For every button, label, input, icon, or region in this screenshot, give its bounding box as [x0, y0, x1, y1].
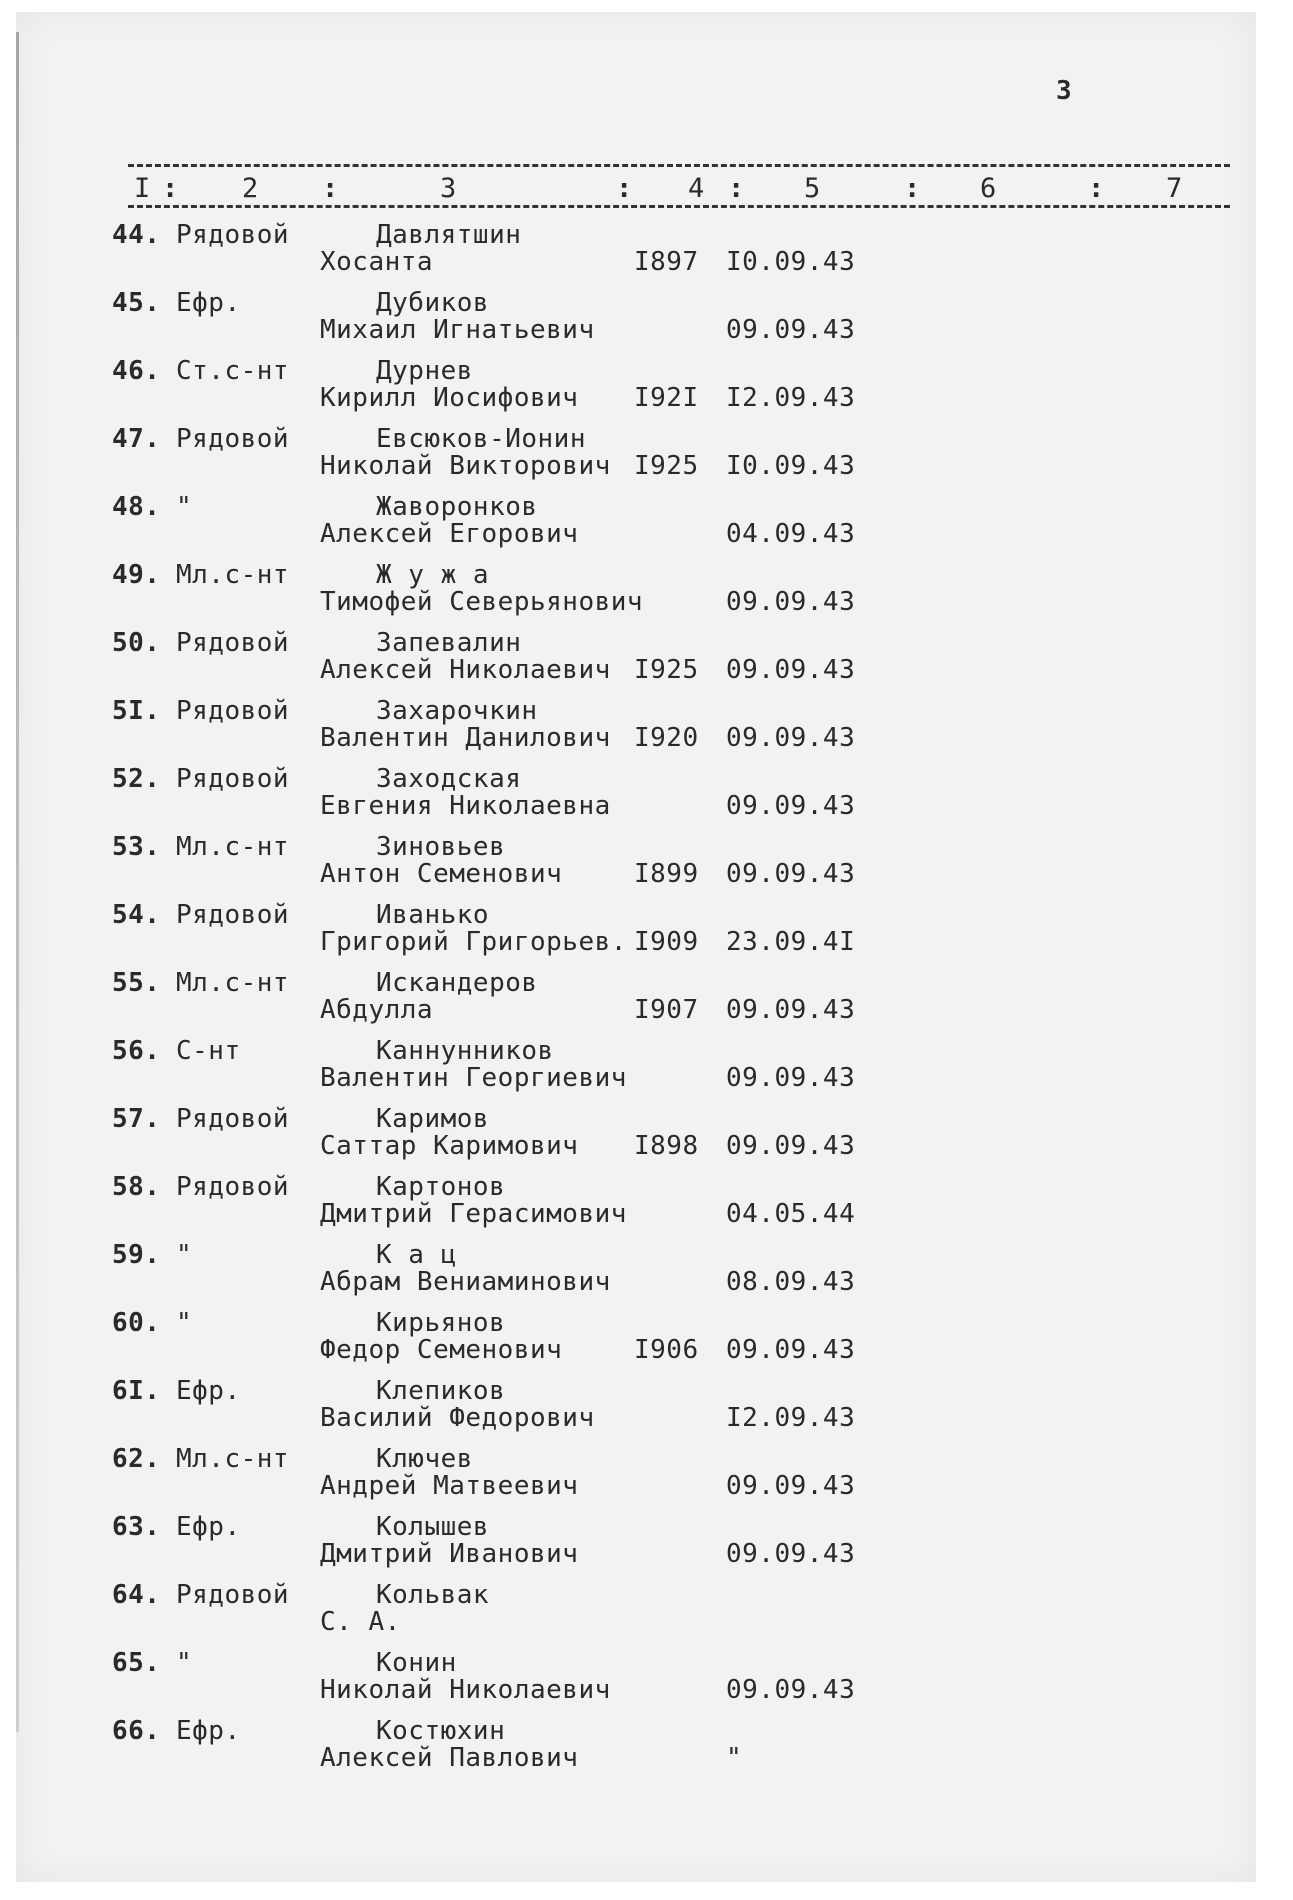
- entry-rank: Ефр.: [176, 288, 241, 318]
- list-item: [16, 628, 1256, 696]
- entry-no: 45.: [112, 288, 161, 318]
- list-item: [16, 220, 1256, 288]
- entry-given: Василий Федорович: [320, 1403, 595, 1433]
- header-rule-top: [128, 164, 1230, 167]
- column-separator: :: [616, 173, 633, 204]
- entry-rank: Рядовой: [176, 424, 290, 454]
- entry-surname: Дурнев: [376, 356, 473, 386]
- entry-date: ": [726, 1743, 743, 1773]
- entry-date: I0.09.43: [726, 247, 856, 277]
- entry-no: 47.: [112, 424, 161, 454]
- entry-date: 09.09.43: [726, 1471, 856, 1501]
- column-separator: :: [904, 173, 921, 204]
- entry-date: 09.09.43: [726, 995, 856, 1025]
- entry-given: Евгения Николаевна: [320, 791, 611, 821]
- entry-rank: Рядовой: [176, 764, 290, 794]
- entry-no: 50.: [112, 628, 161, 658]
- entry-no: 63.: [112, 1512, 161, 1542]
- list-item: [16, 1648, 1256, 1716]
- entry-date: 04.05.44: [726, 1199, 856, 1229]
- entry-date: 09.09.43: [726, 791, 856, 821]
- entry-given: Валентин Данилович: [320, 723, 611, 753]
- list-item: [16, 696, 1256, 764]
- entry-date: 04.09.43: [726, 519, 856, 549]
- entry-given: Абрам Вениаминович: [320, 1267, 611, 1297]
- entry-date: I0.09.43: [726, 451, 856, 481]
- column-header-2: 2: [242, 173, 259, 204]
- column-header-4: 4: [688, 173, 705, 204]
- entry-date: 08.09.43: [726, 1267, 856, 1297]
- entry-given: Дмитрий Иванович: [320, 1539, 579, 1569]
- entry-surname: Колышев: [376, 1512, 490, 1542]
- entry-rank: Мл.с-нт: [176, 968, 290, 998]
- entry-surname: Зиновьев: [376, 832, 506, 862]
- entry-rank: Рядовой: [176, 900, 290, 930]
- entry-year: I920: [634, 723, 699, 753]
- entry-no: 44.: [112, 220, 161, 250]
- entry-year: I907: [634, 995, 699, 1025]
- entry-date: 23.09.4I: [726, 927, 856, 957]
- entry-date: 09.09.43: [726, 655, 856, 685]
- entry-no: 5I.: [112, 696, 161, 726]
- entry-no: 62.: [112, 1444, 161, 1474]
- column-separator: :: [322, 173, 339, 204]
- entry-surname: Искандеров: [376, 968, 538, 998]
- list-item: [16, 1104, 1256, 1172]
- entry-given: Валентин Георгиевич: [320, 1063, 627, 1093]
- entry-surname: Каримов: [376, 1104, 490, 1134]
- entry-no: 60.: [112, 1308, 161, 1338]
- entry-rank: Рядовой: [176, 220, 290, 250]
- entry-surname: Запевалин: [376, 628, 522, 658]
- entry-given: Абдулла: [320, 995, 434, 1025]
- entry-rank: Ефр.: [176, 1716, 241, 1746]
- entry-date: 09.09.43: [726, 315, 856, 345]
- column-header-5: 5: [804, 173, 821, 204]
- entry-date: 09.09.43: [726, 1063, 856, 1093]
- entry-no: 58.: [112, 1172, 161, 1202]
- list-item: [16, 1512, 1256, 1580]
- entry-year: I92I: [634, 383, 699, 413]
- entry-given: Николай Николаевич: [320, 1675, 611, 1705]
- entry-surname: Ж у ж а: [376, 560, 490, 590]
- entry-rank: ": [176, 1240, 193, 1270]
- entry-date: 09.09.43: [726, 859, 856, 889]
- list-item: [16, 968, 1256, 1036]
- list-item: [16, 1308, 1256, 1376]
- entry-given: Андрей Матвеевич: [320, 1471, 579, 1501]
- entry-rank: ": [176, 492, 193, 522]
- list-item: [16, 1240, 1256, 1308]
- entry-date: 09.09.43: [726, 1335, 856, 1365]
- entry-given: Михаил Игнатьевич: [320, 315, 595, 345]
- column-header-3: 3: [440, 173, 457, 204]
- list-item: [16, 1444, 1256, 1512]
- document-page: [16, 12, 1256, 1882]
- entry-given: Григорий Григорьев.: [320, 927, 627, 957]
- entry-date: 09.09.43: [726, 723, 856, 753]
- column-header-6: 6: [980, 173, 997, 204]
- entry-given: Федор Семенович: [320, 1335, 563, 1365]
- entry-surname: Кольвак: [376, 1580, 490, 1610]
- header-rule-bottom: [128, 205, 1230, 208]
- entry-no: 53.: [112, 832, 161, 862]
- entry-year: I898: [634, 1131, 699, 1161]
- list-item: [16, 832, 1256, 900]
- list-item: [16, 764, 1256, 832]
- entry-surname: Давлятшин: [376, 220, 522, 250]
- entry-surname: Клепиков: [376, 1376, 506, 1406]
- entry-no: 55.: [112, 968, 161, 998]
- entry-no: 49.: [112, 560, 161, 590]
- entry-rank: Рядовой: [176, 628, 290, 658]
- entry-year: I925: [634, 451, 699, 481]
- entry-given: Алексей Егорович: [320, 519, 579, 549]
- entry-rank: Мл.с-нт: [176, 560, 290, 590]
- column-separator: :: [1088, 173, 1105, 204]
- entry-given: С. А.: [320, 1607, 401, 1637]
- entry-rank: Ефр.: [176, 1512, 241, 1542]
- list-item: [16, 1172, 1256, 1240]
- entry-surname: Евсюков-Ионин: [376, 424, 586, 454]
- page-number: 3: [1056, 76, 1073, 106]
- entry-no: 64.: [112, 1580, 161, 1610]
- entry-given: Кирилл Иосифович: [320, 383, 579, 413]
- entry-no: 46.: [112, 356, 161, 386]
- entry-surname: Захарочкин: [376, 696, 538, 726]
- entry-surname: Кирьянов: [376, 1308, 506, 1338]
- entry-no: 65.: [112, 1648, 161, 1678]
- entry-year: I897: [634, 247, 699, 277]
- entry-given: Алексей Николаевич: [320, 655, 611, 685]
- entry-given: Саттар Каримович: [320, 1131, 579, 1161]
- entry-given: Дмитрий Герасимович: [320, 1199, 627, 1229]
- entry-rank: Мл.с-нт: [176, 832, 290, 862]
- entry-year: I899: [634, 859, 699, 889]
- entry-date: 09.09.43: [726, 1675, 856, 1705]
- entry-rank: С-нт: [176, 1036, 241, 1066]
- entry-year: I909: [634, 927, 699, 957]
- entry-rank: Ст.с-нт: [176, 356, 290, 386]
- entry-surname: Иванько: [376, 900, 490, 930]
- column-separator: :: [728, 173, 745, 204]
- entry-no: 6I.: [112, 1376, 161, 1406]
- entry-no: 52.: [112, 764, 161, 794]
- entry-surname: Дубиков: [376, 288, 490, 318]
- entry-surname: Конин: [376, 1648, 457, 1678]
- entry-given: Антон Семенович: [320, 859, 563, 889]
- entry-no: 54.: [112, 900, 161, 930]
- entry-no: 56.: [112, 1036, 161, 1066]
- list-item: [16, 492, 1256, 560]
- list-item: [16, 1036, 1256, 1104]
- entry-surname: Заходская: [376, 764, 522, 794]
- list-item: [16, 288, 1256, 356]
- list-item: [16, 1376, 1256, 1444]
- entry-surname: Костюхин: [376, 1716, 506, 1746]
- column-header-1: I: [134, 173, 151, 204]
- list-item: [16, 356, 1256, 424]
- entry-date: 09.09.43: [726, 1539, 856, 1569]
- entry-no: 59.: [112, 1240, 161, 1270]
- entry-given: Хосанта: [320, 247, 434, 277]
- entry-rank: Рядовой: [176, 1172, 290, 1202]
- entry-surname: Картонов: [376, 1172, 506, 1202]
- entry-rank: ": [176, 1648, 193, 1678]
- entry-rank: Рядовой: [176, 696, 290, 726]
- list-item: [16, 1716, 1256, 1784]
- entry-date: 09.09.43: [726, 587, 856, 617]
- list-item: [16, 1580, 1256, 1648]
- entry-rank: Рядовой: [176, 1580, 290, 1610]
- entry-rank: ": [176, 1308, 193, 1338]
- entry-date: I2.09.43: [726, 383, 856, 413]
- entry-no: 57.: [112, 1104, 161, 1134]
- entry-date: 09.09.43: [726, 1131, 856, 1161]
- entry-no: 48.: [112, 492, 161, 522]
- entry-given: Алексей Павлович: [320, 1743, 579, 1773]
- entry-surname: Ключев: [376, 1444, 473, 1474]
- entry-rank: Мл.с-нт: [176, 1444, 290, 1474]
- list-item: [16, 900, 1256, 968]
- entry-surname: К а ц: [376, 1240, 457, 1270]
- list-item: [16, 424, 1256, 492]
- entry-year: I906: [634, 1335, 699, 1365]
- list-item: [16, 560, 1256, 628]
- entry-rank: Ефр.: [176, 1376, 241, 1406]
- column-separator: :: [162, 173, 179, 204]
- entry-given: Тимофей Северьянович: [320, 587, 644, 617]
- entry-no: 66.: [112, 1716, 161, 1746]
- entry-surname: Жаворонков: [376, 492, 538, 522]
- entry-date: I2.09.43: [726, 1403, 856, 1433]
- entry-year: I925: [634, 655, 699, 685]
- entry-given: Николай Викторович: [320, 451, 611, 481]
- entry-surname: Каннунников: [376, 1036, 554, 1066]
- column-header-7: 7: [1166, 173, 1183, 204]
- entry-rank: Рядовой: [176, 1104, 290, 1134]
